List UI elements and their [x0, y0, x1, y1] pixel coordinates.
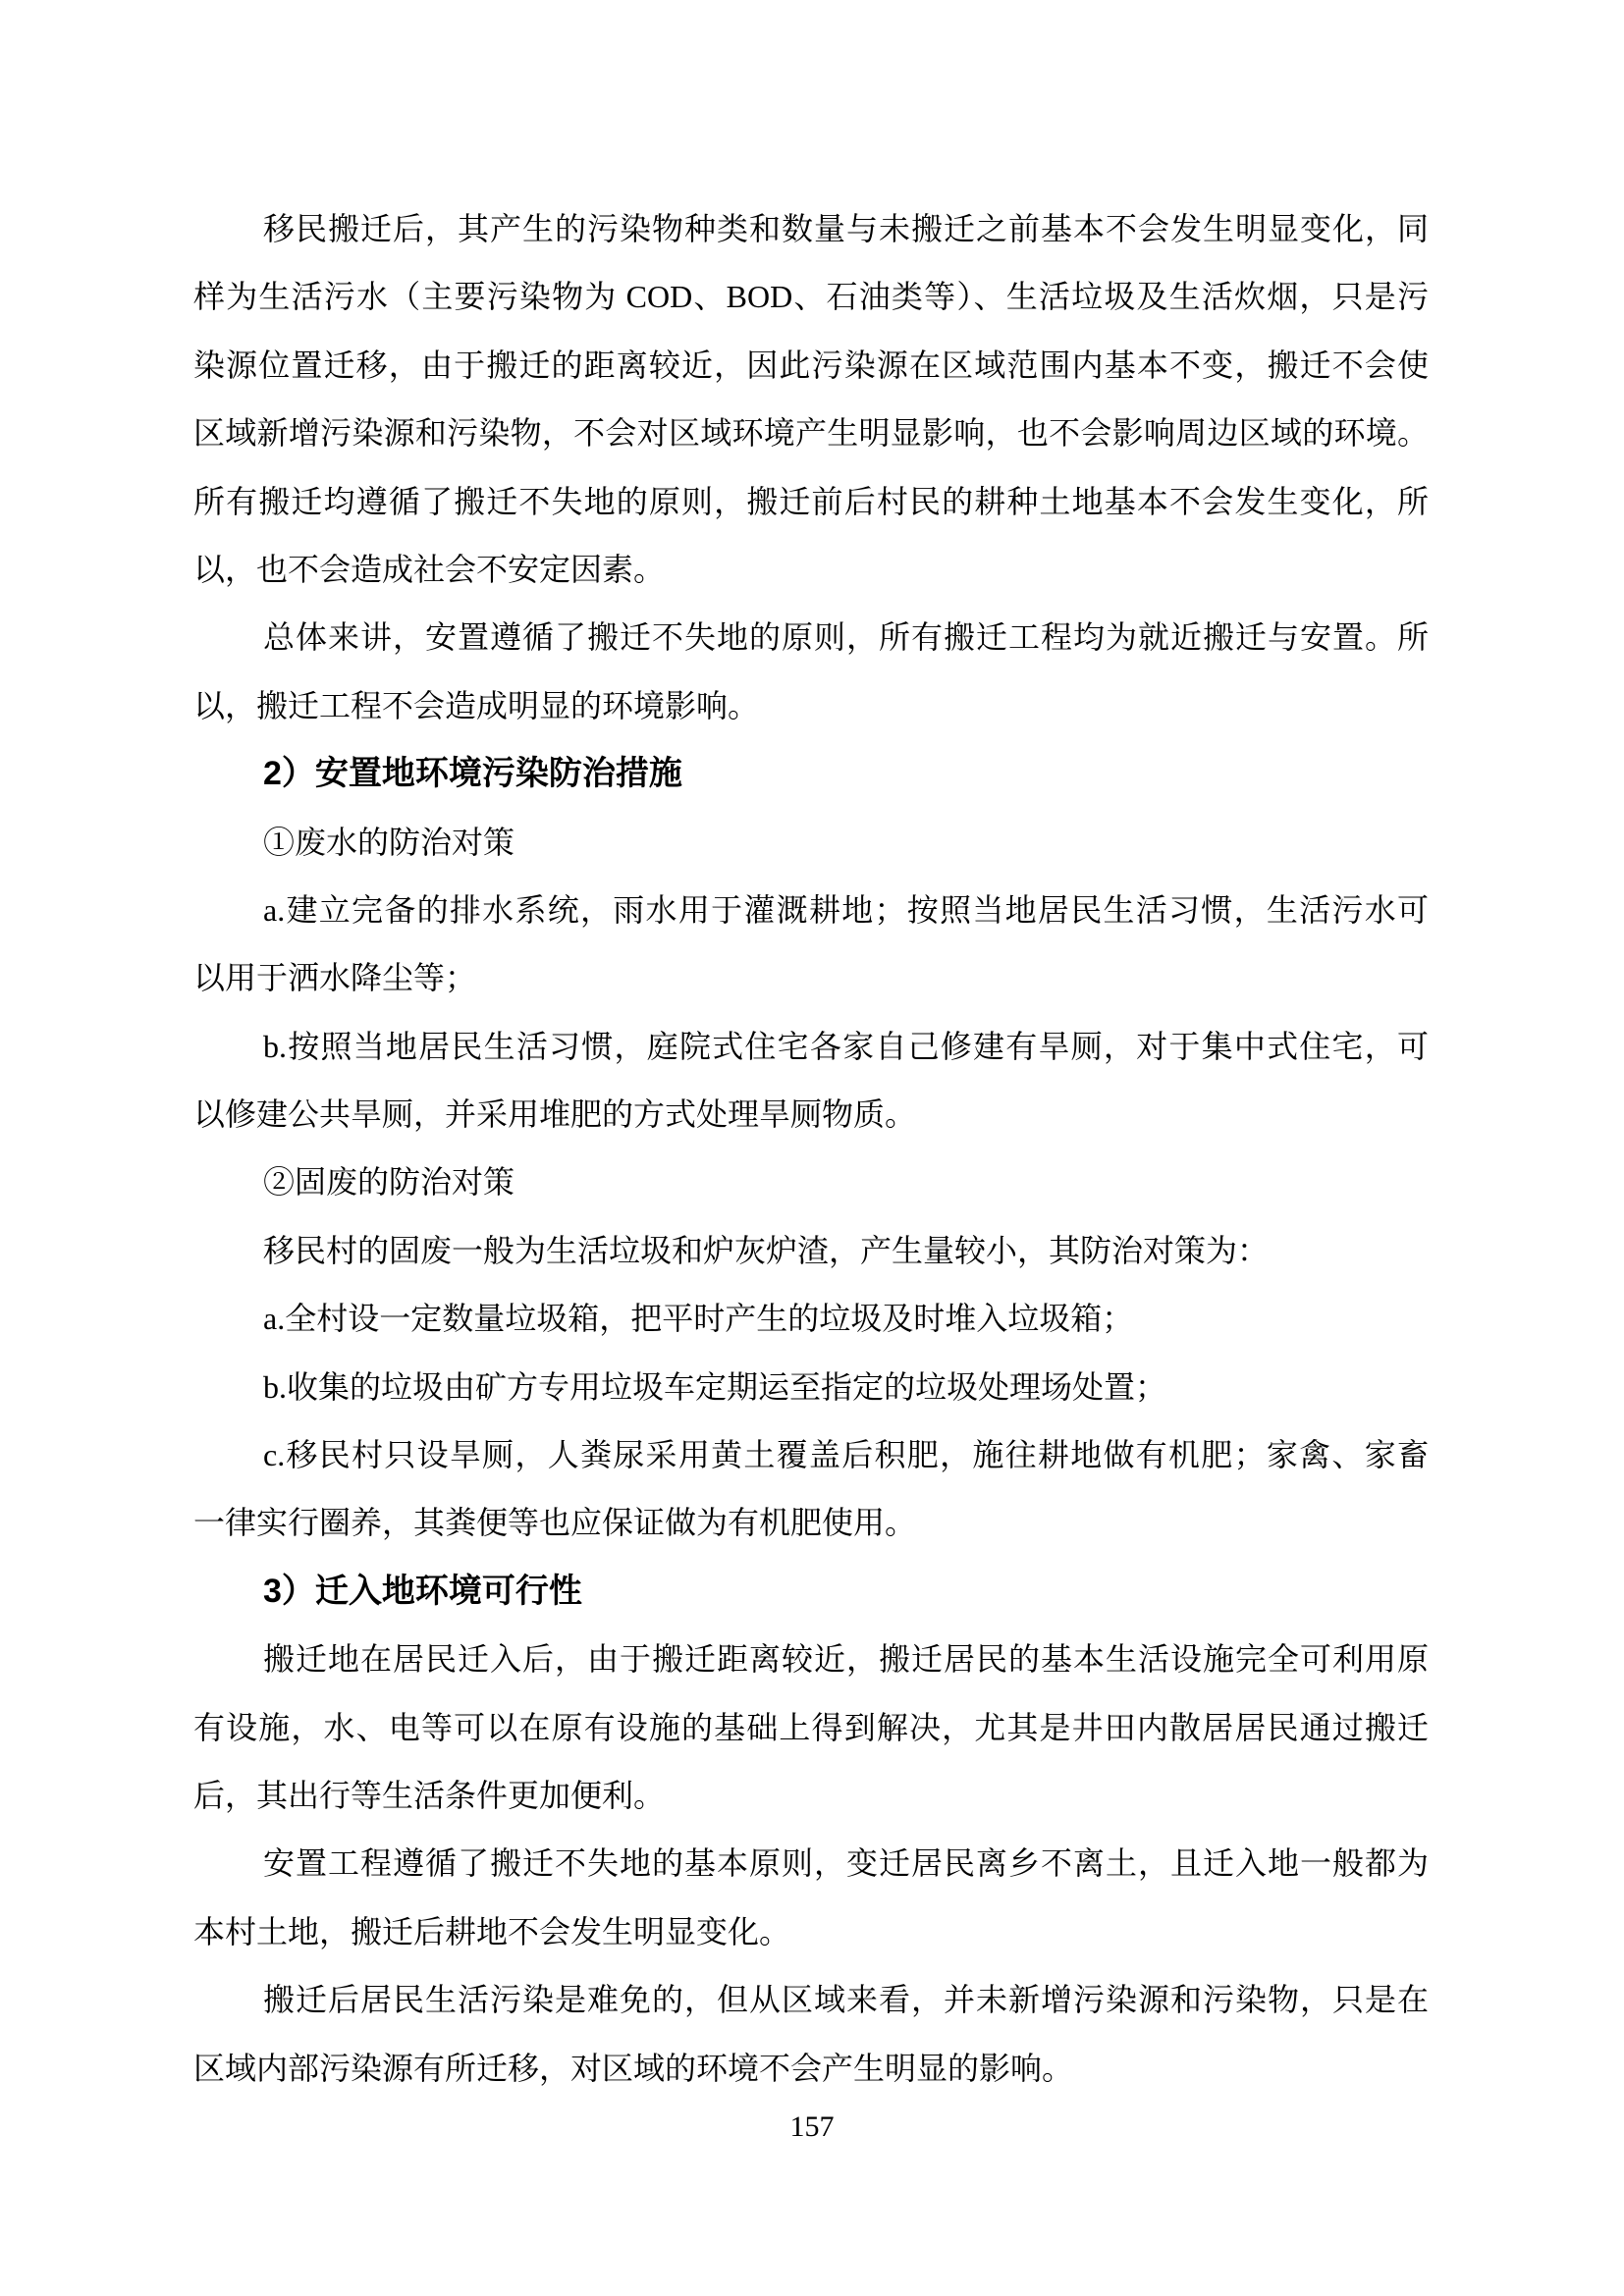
text-line: 2）安置地环境污染防治措施: [263, 755, 682, 793]
text-line: a.建立完备的排水系统，雨水用于灌溉耕地；按照当地居民生活习惯，生活污水可: [263, 891, 1429, 928]
text-line: 区域内部污染源有所迁移，对区域的环境不会产生明显的影响。: [193, 2050, 1074, 2086]
text-line: 以，搬迁工程不会造成明显的环境影响。: [193, 687, 760, 723]
paragraph: [193, 1217, 1429, 1285]
paragraph: [193, 1148, 1429, 1216]
paragraph: [193, 1966, 1429, 2103]
text-line: 本村土地，搬迁后耕地不会发生明显变化。: [193, 1913, 791, 1949]
text-line: 样为生活污水（主要污染物为 COD、BOD、石油类等）、生活垃圾及生活炊烟，只是污: [193, 279, 1429, 315]
text-line: 移民村的固废一般为生活垃圾和炉灰炉渣，产生量较小，其防治对策为：: [263, 1232, 1270, 1268]
text-line: 以修建公共旱厕，并采用堆肥的方式处理旱厕物质。: [193, 1096, 917, 1133]
text-line: 搬迁后居民生活污染是难免的，但从区域来看，并未新增污染源和污染物，只是在: [263, 1982, 1429, 2018]
paragraph: [193, 1626, 1429, 1830]
text-line: 移民搬迁后，其产生的污染物种类和数量与未搬迁之前基本不会发生明显变化，同: [263, 211, 1429, 246]
text-line: ②固废的防治对策: [263, 1164, 515, 1201]
paragraph: [193, 877, 1429, 1013]
text-line: c.移民村只设旱厕，人粪尿采用黄土覆盖后积肥，施往耕地做有机肥；家禽、家畜: [263, 1437, 1429, 1473]
text-line: 搬迁地在居民迁入后，由于搬迁距离较近，搬迁居民的基本生活设施完全可利用原: [263, 1641, 1429, 1678]
section-heading: [193, 740, 1429, 808]
text-line: 总体来讲，安置遵循了搬迁不失地的原则，所有搬迁工程均为就近搬迁与安置。所: [263, 619, 1429, 656]
page-number: 157: [789, 2110, 835, 2143]
text-line: 安置工程遵循了搬迁不失地的基本原则，变迁居民离乡不离土，且迁入地一般都为: [263, 1845, 1429, 1882]
text-line: 以用于洒水降尘等；: [193, 960, 477, 996]
text-line: ①废水的防治对策: [263, 824, 515, 860]
text-line: 后，其出行等生活条件更加便利。: [193, 1777, 666, 1813]
text-line: b.收集的垃圾由矿方专用垃圾车定期运至指定的垃圾处理场处置；: [263, 1368, 1167, 1405]
paragraph: [193, 1354, 1429, 1421]
text-line: b.按照当地居民生活习惯，庭院式住宅各家自己修建有旱厕，对于集中式住宅，可: [263, 1028, 1429, 1064]
text-line: a.全村设一定数量垃圾箱，把平时产生的垃圾及时堆入垃圾箱；: [263, 1301, 1134, 1337]
page-content: [193, 195, 1429, 2103]
paragraph: [193, 195, 1429, 604]
paragraph: [193, 1421, 1429, 1558]
text-line: 所有搬迁均遵循了搬迁不失地的原则，搬迁前后村民的耕种土地基本不会发生变化，所: [193, 483, 1429, 519]
text-line: 有设施，水、电等可以在原有设施的基础上得到解决，尤其是井田内散居居民通过搬迁: [193, 1709, 1429, 1745]
text-line: 染源位置迁移，由于搬迁的距离较近，因此污染源在区域范围内基本不变，搬迁不会使: [193, 347, 1429, 383]
paragraph: [193, 809, 1429, 877]
paragraph: [193, 1830, 1429, 1966]
paragraph: [193, 1285, 1429, 1353]
text-line: 一律实行圈养，其粪便等也应保证做为有机肥使用。: [193, 1505, 917, 1541]
text-line: 3）迁入地环境可行性: [263, 1572, 582, 1610]
paragraph: [193, 604, 1429, 740]
text-line: 区域新增污染源和污染物，不会对区域环境产生明显影响，也不会影响周边区域的环境。: [193, 415, 1429, 452]
section-heading: [193, 1558, 1429, 1626]
text-line: 以，也不会造成社会不安定因素。: [193, 551, 666, 587]
paragraph: [193, 1013, 1429, 1149]
